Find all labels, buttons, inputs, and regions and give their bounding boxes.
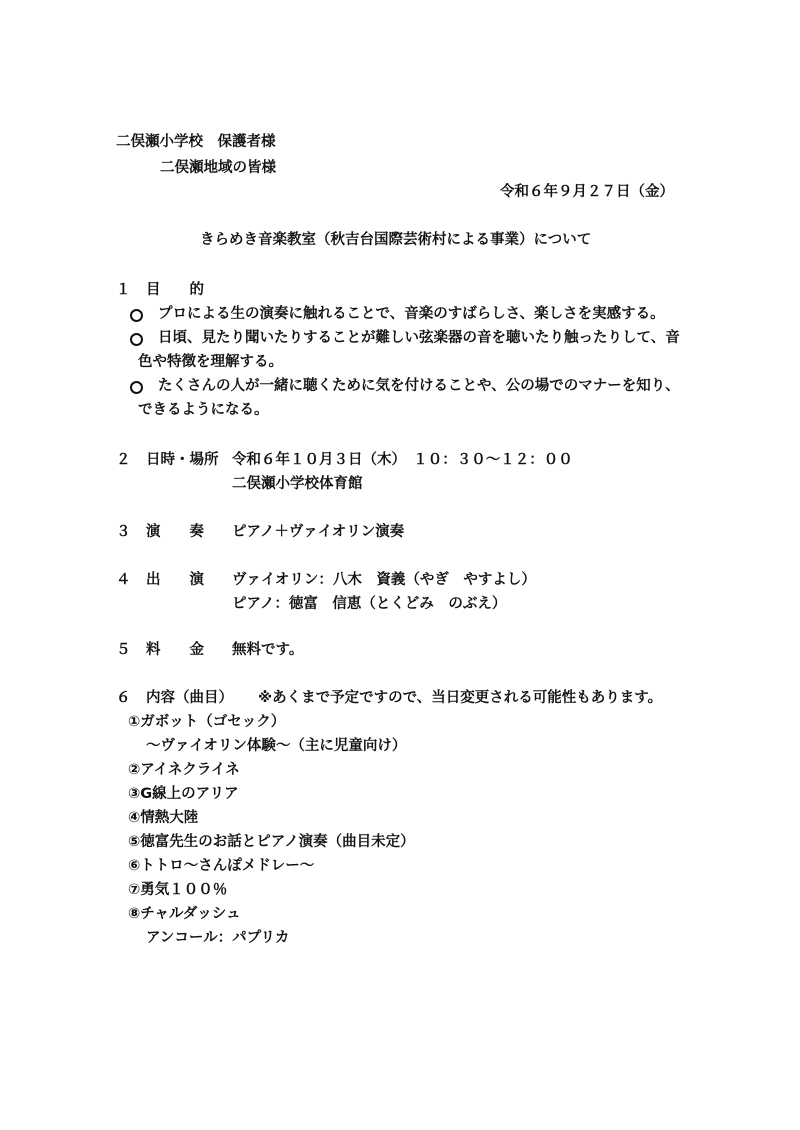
program-item: ⑥トトロ～さんぽメドレー～ — [128, 858, 315, 874]
section-5-number: ５ — [116, 642, 131, 658]
circle-bullet-icon — [130, 381, 143, 394]
section-1-heading: 目 的 — [146, 282, 204, 298]
event-datetime: 令和６年１０月３日（木） １０：３０～１２：００ — [232, 452, 573, 468]
section-3-number: ３ — [116, 524, 131, 540]
purpose-item-3: たくさんの人が一緒に聴くために気を付けることや、公の場でのマナーを知り、 — [158, 378, 680, 394]
program-note: ※あくまで予定ですので、当日変更される可能性もあります。 — [258, 690, 663, 706]
purpose-item-2-cont: 色や特徴を理解する。 — [138, 354, 283, 370]
section-4-heading: 出 演 — [146, 572, 204, 588]
section-5-heading: 料 金 — [146, 642, 204, 658]
section-6-heading: 内容（曲目） — [146, 690, 233, 706]
performer-violin: ヴァイオリン：八木 資義（やぎ やすよし） — [232, 572, 536, 588]
document-title: きらめき音楽教室（秋吉台国際芸術村による事業）について — [200, 232, 592, 248]
program-item: ④情熱大陸 — [128, 810, 199, 826]
purpose-item-3-cont: できるようになる。 — [138, 402, 269, 418]
section-3-heading: 演 奏 — [146, 524, 204, 540]
program-item: ⑧チャルダッシュ — [128, 906, 241, 922]
circle-bullet-icon — [130, 333, 143, 346]
program-item: ⑤徳富先生のお話とピアノ演奏（曲目未定） — [128, 834, 415, 850]
section-6-number: ６ — [116, 690, 131, 706]
program-item: ⑦勇気１００％ — [128, 882, 228, 898]
performer-piano: ピアノ：徳富 信恵（とくどみ のぶえ） — [232, 596, 507, 612]
circle-bullet-icon — [130, 309, 143, 322]
program-item: ①ガボット（ゴセック） — [128, 714, 286, 730]
document-date: 令和６年９月２７日（金） — [500, 184, 674, 200]
program-encore: アンコール：パプリカ — [146, 930, 290, 946]
program-item: ②アイネクライネ — [128, 762, 240, 778]
program-item: ③G線上のアリア — [128, 786, 239, 802]
section-4-number: ４ — [116, 572, 131, 588]
section-2-heading: 日時・場所 — [146, 452, 219, 468]
recipient-community: 二俣瀬地域の皆様 — [160, 160, 276, 176]
recipient-parents: 二俣瀬小学校 保護者様 — [116, 134, 276, 150]
event-venue: 二俣瀬小学校体育館 — [232, 476, 363, 492]
purpose-item-2: 日頃、見たり聞いたりすることが難しい弦楽器の音を聴いたり触ったりして、音 — [158, 330, 680, 346]
section-2-number: ２ — [116, 452, 131, 468]
section-1-number: １ — [116, 282, 131, 298]
program-item: ～ヴァイオリン体験～（主に児童向け） — [146, 738, 407, 754]
fee-value: 無料です。 — [232, 642, 304, 658]
performance-type: ピアノ＋ヴァイオリン演奏 — [232, 524, 405, 540]
purpose-item-1: プロによる生の演奏に触れることで、音楽のすばらしさ、楽しさを実感する。 — [158, 306, 665, 322]
